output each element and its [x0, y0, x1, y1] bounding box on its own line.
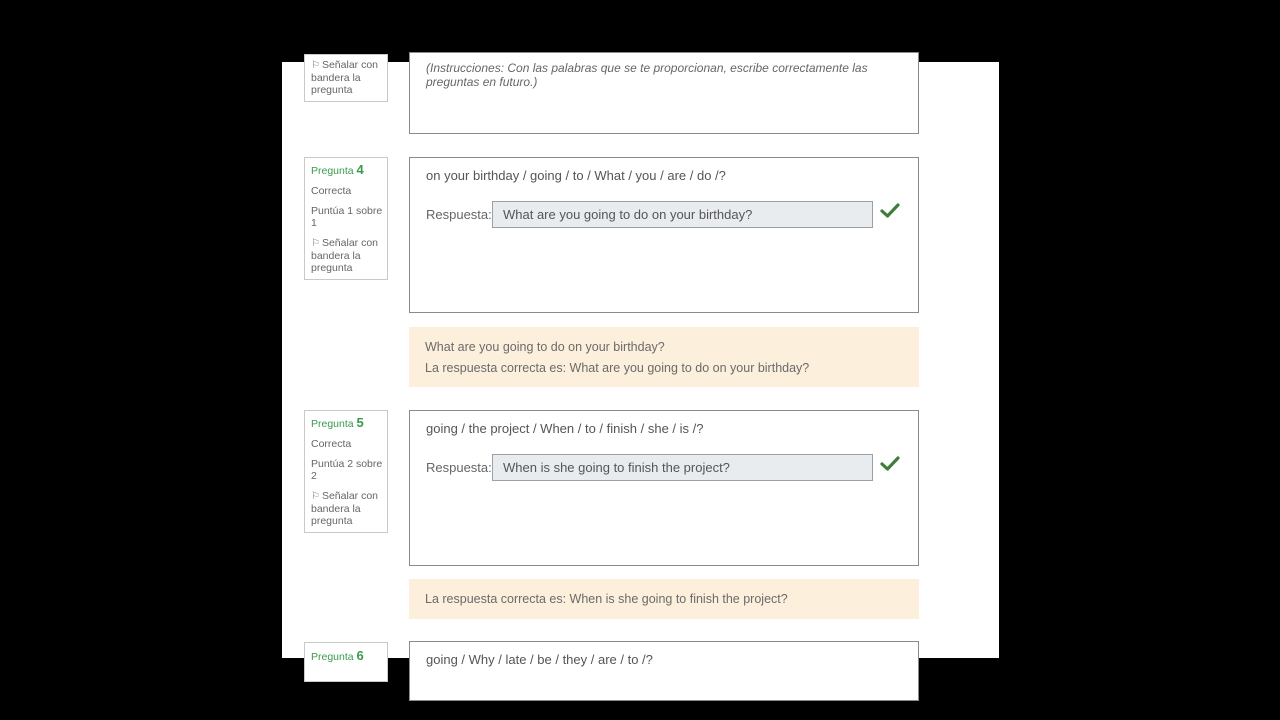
question-state: Correcta [311, 438, 352, 450]
question-info-panel [304, 642, 388, 682]
question-number: Pregunta 4 [311, 162, 364, 177]
question-state: Correcta [311, 185, 352, 197]
flag-label: Señalar con bandera la pregunta [311, 59, 379, 96]
flag-question-link[interactable] [311, 490, 387, 527]
question-grade: Puntúa 1 sobre 1 [311, 205, 383, 229]
question-prompt: going / Why / late / be / they / are / to /? [426, 652, 653, 667]
question-info-panel [304, 54, 388, 102]
flag-label: Señalar con bandera la pregunta [311, 237, 379, 274]
answer-input[interactable]: When is she going to finish the project? [492, 454, 873, 481]
question-number: Pregunta 6 [311, 648, 364, 663]
flag-label: Señalar con bandera la pregunta [311, 490, 379, 527]
question-box [409, 641, 919, 701]
feedback-answer: What are you going to do on your birthday? [425, 340, 665, 354]
question-box [409, 410, 919, 566]
check-icon [880, 455, 900, 473]
feedback-correct-answer: La respuesta correcta es: When is she going to finish the project? [425, 592, 788, 606]
question-grade: Puntúa 2 sobre 2 [311, 458, 383, 482]
flag-icon: ⚐ [311, 238, 320, 249]
question-box [409, 52, 919, 134]
flag-icon: ⚐ [311, 60, 320, 71]
check-icon [880, 202, 900, 220]
flag-question-link[interactable] [311, 237, 387, 274]
question-prompt: on your birthday / going / to / What / you / are / do /? [426, 168, 726, 183]
question-info-panel [304, 157, 388, 280]
quiz-review-page [282, 59, 999, 667]
question-box [409, 157, 919, 313]
answer-label: Respuesta: [426, 460, 492, 475]
question-instructions: (Instrucciones: Con las palabras que se te proporcionan, escribe correctamente las preguntas en futuro.) [426, 61, 868, 89]
flag-icon: ⚐ [311, 491, 320, 502]
feedback-correct-answer: La respuesta correcta es: What are you going to do on your birthday? [425, 361, 810, 375]
feedback-box [409, 579, 919, 619]
question-number: Pregunta 5 [311, 415, 364, 430]
question-prompt: going / the project / When / to / finish / she / is /? [426, 421, 704, 436]
answer-label: Respuesta: [426, 207, 492, 222]
question-info-panel [304, 410, 388, 533]
feedback-box [409, 327, 919, 387]
answer-input[interactable]: What are you going to do on your birthday? [492, 201, 873, 228]
flag-question-link[interactable] [311, 59, 387, 96]
